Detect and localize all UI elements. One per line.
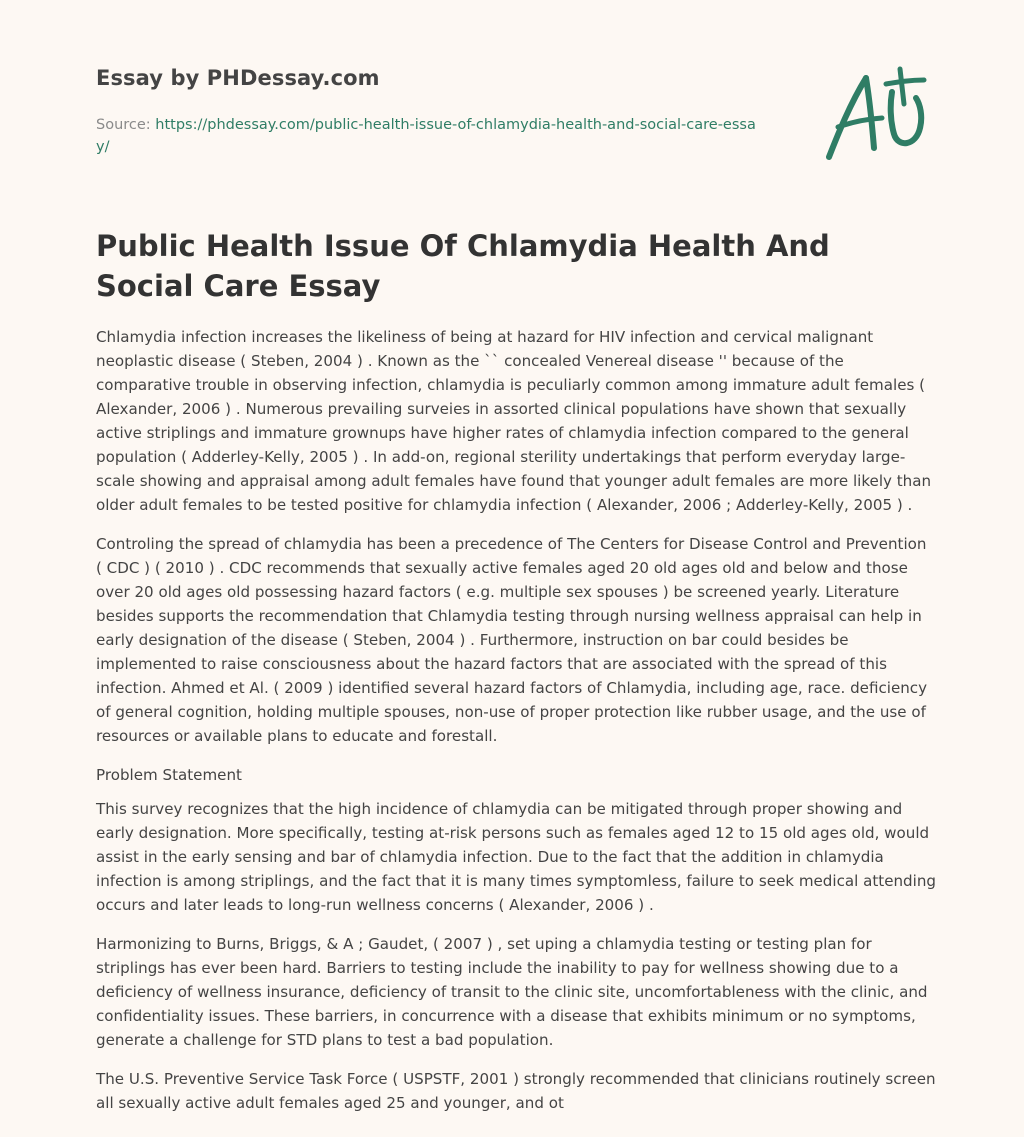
source-link[interactable]: https://phdessay.com/public-health-issue-of-chlamydia-health-and-social-care-essay/ xyxy=(96,117,756,155)
article-title: Public Health Issue Of Chlamydia Health And Social Care Essay xyxy=(96,229,830,303)
paragraph: The U.S. Preventive Service Task Force ( USPSTF, 2001 ) strongly recommended that clinicians routinely screen all sexually active adult females aged 25 and younger, and ot xyxy=(96,1070,936,1112)
source-label: Source: xyxy=(96,117,156,133)
a-plus-icon xyxy=(820,64,930,168)
source-line xyxy=(96,114,756,158)
page-header xyxy=(96,62,776,158)
paragraph: Harmonizing to Burns, Briggs, & A ; Gaudet, ( 2007 ) , set uping a chlamydia testing or testing plan for striplings has ever been hard. Barriers to testing include the inability to pay for wellness showing due to a deficiency of wellness insurance, deficiency of transit to the clinic site, uncomfortableness with the clinic, and confidentiality issues. These barriers, in concurrence with a disease that exhibits minimum or no symptoms, generate a challenge for STD plans to test a bad population. xyxy=(96,935,928,1049)
paragraph: This survey recognizes that the high incidence of chlamydia can be mitigated through proper showing and early designation. More specifically, testing at-risk persons such as females aged 12 to 15 old ages old, would assist in the early sensing and bar of chlamydia infection. Due to the fact that the addition in chlamydia infection is among striplings, and the fact that it is many times symptomless, failure to seek medical attending occurs and later leads to long-run wellness concerns ( Alexander, 2006 ) . xyxy=(96,800,936,914)
paragraph: Chlamydia infection increases the likeliness of being at hazard for HIV infection and cervical malignant neoplastic disease ( Steben, 2004 ) . Known as the `` concealed Venereal disease '' because of the comparative trouble in observing infection, chlamydia is peculiarly common among immature adult females ( Alexander, 2006 ) . Numerous prevailing surveies in assorted clinical populations have shown that sexually active striplings and immature grownups have higher rates of chlamydia infection compared to the general population ( Adderley-Kelly, 2005 ) . In add-on, regional sterility undertakings that perform everyday large-scale showing and appraisal among adult females have found that younger adult females are more likely than older adult females to be tested positive for chlamydia infection ( Alexander, 2006 ; Adderley-Kelly, 2005 ) . xyxy=(96,328,932,514)
site-brand: Essay by PHDessay.com xyxy=(96,66,380,90)
article-body xyxy=(96,325,936,1130)
paragraph: Controling the spread of chlamydia has been a precedence of The Centers for Disease Control and Prevention ( CDC ) ( 2010 ) . CDC recommends that sexually active females aged 20 old ages old and below and those over 20 old ages old possessing hazard factors ( e.g. multiple sex spouses ) be screened yearly. Literature besides supports the recommendation that Chlamydia testing through nursing wellness appraisal can help in early designation of the disease ( Steben, 2004 ) . Furthermore, instruction on bar could besides be implemented to raise consciousness about the hazard factors that are associated with the spread of this infection. Ahmed et Al. ( 2009 ) identified several hazard factors of Chlamydia, including age, race. deficiency of general cognition, holding multiple spouses, non-use of proper protection like rubber usage, and the use of resources or available plans to educate and forestall. xyxy=(96,535,928,745)
section-heading: Problem Statement xyxy=(96,766,242,784)
